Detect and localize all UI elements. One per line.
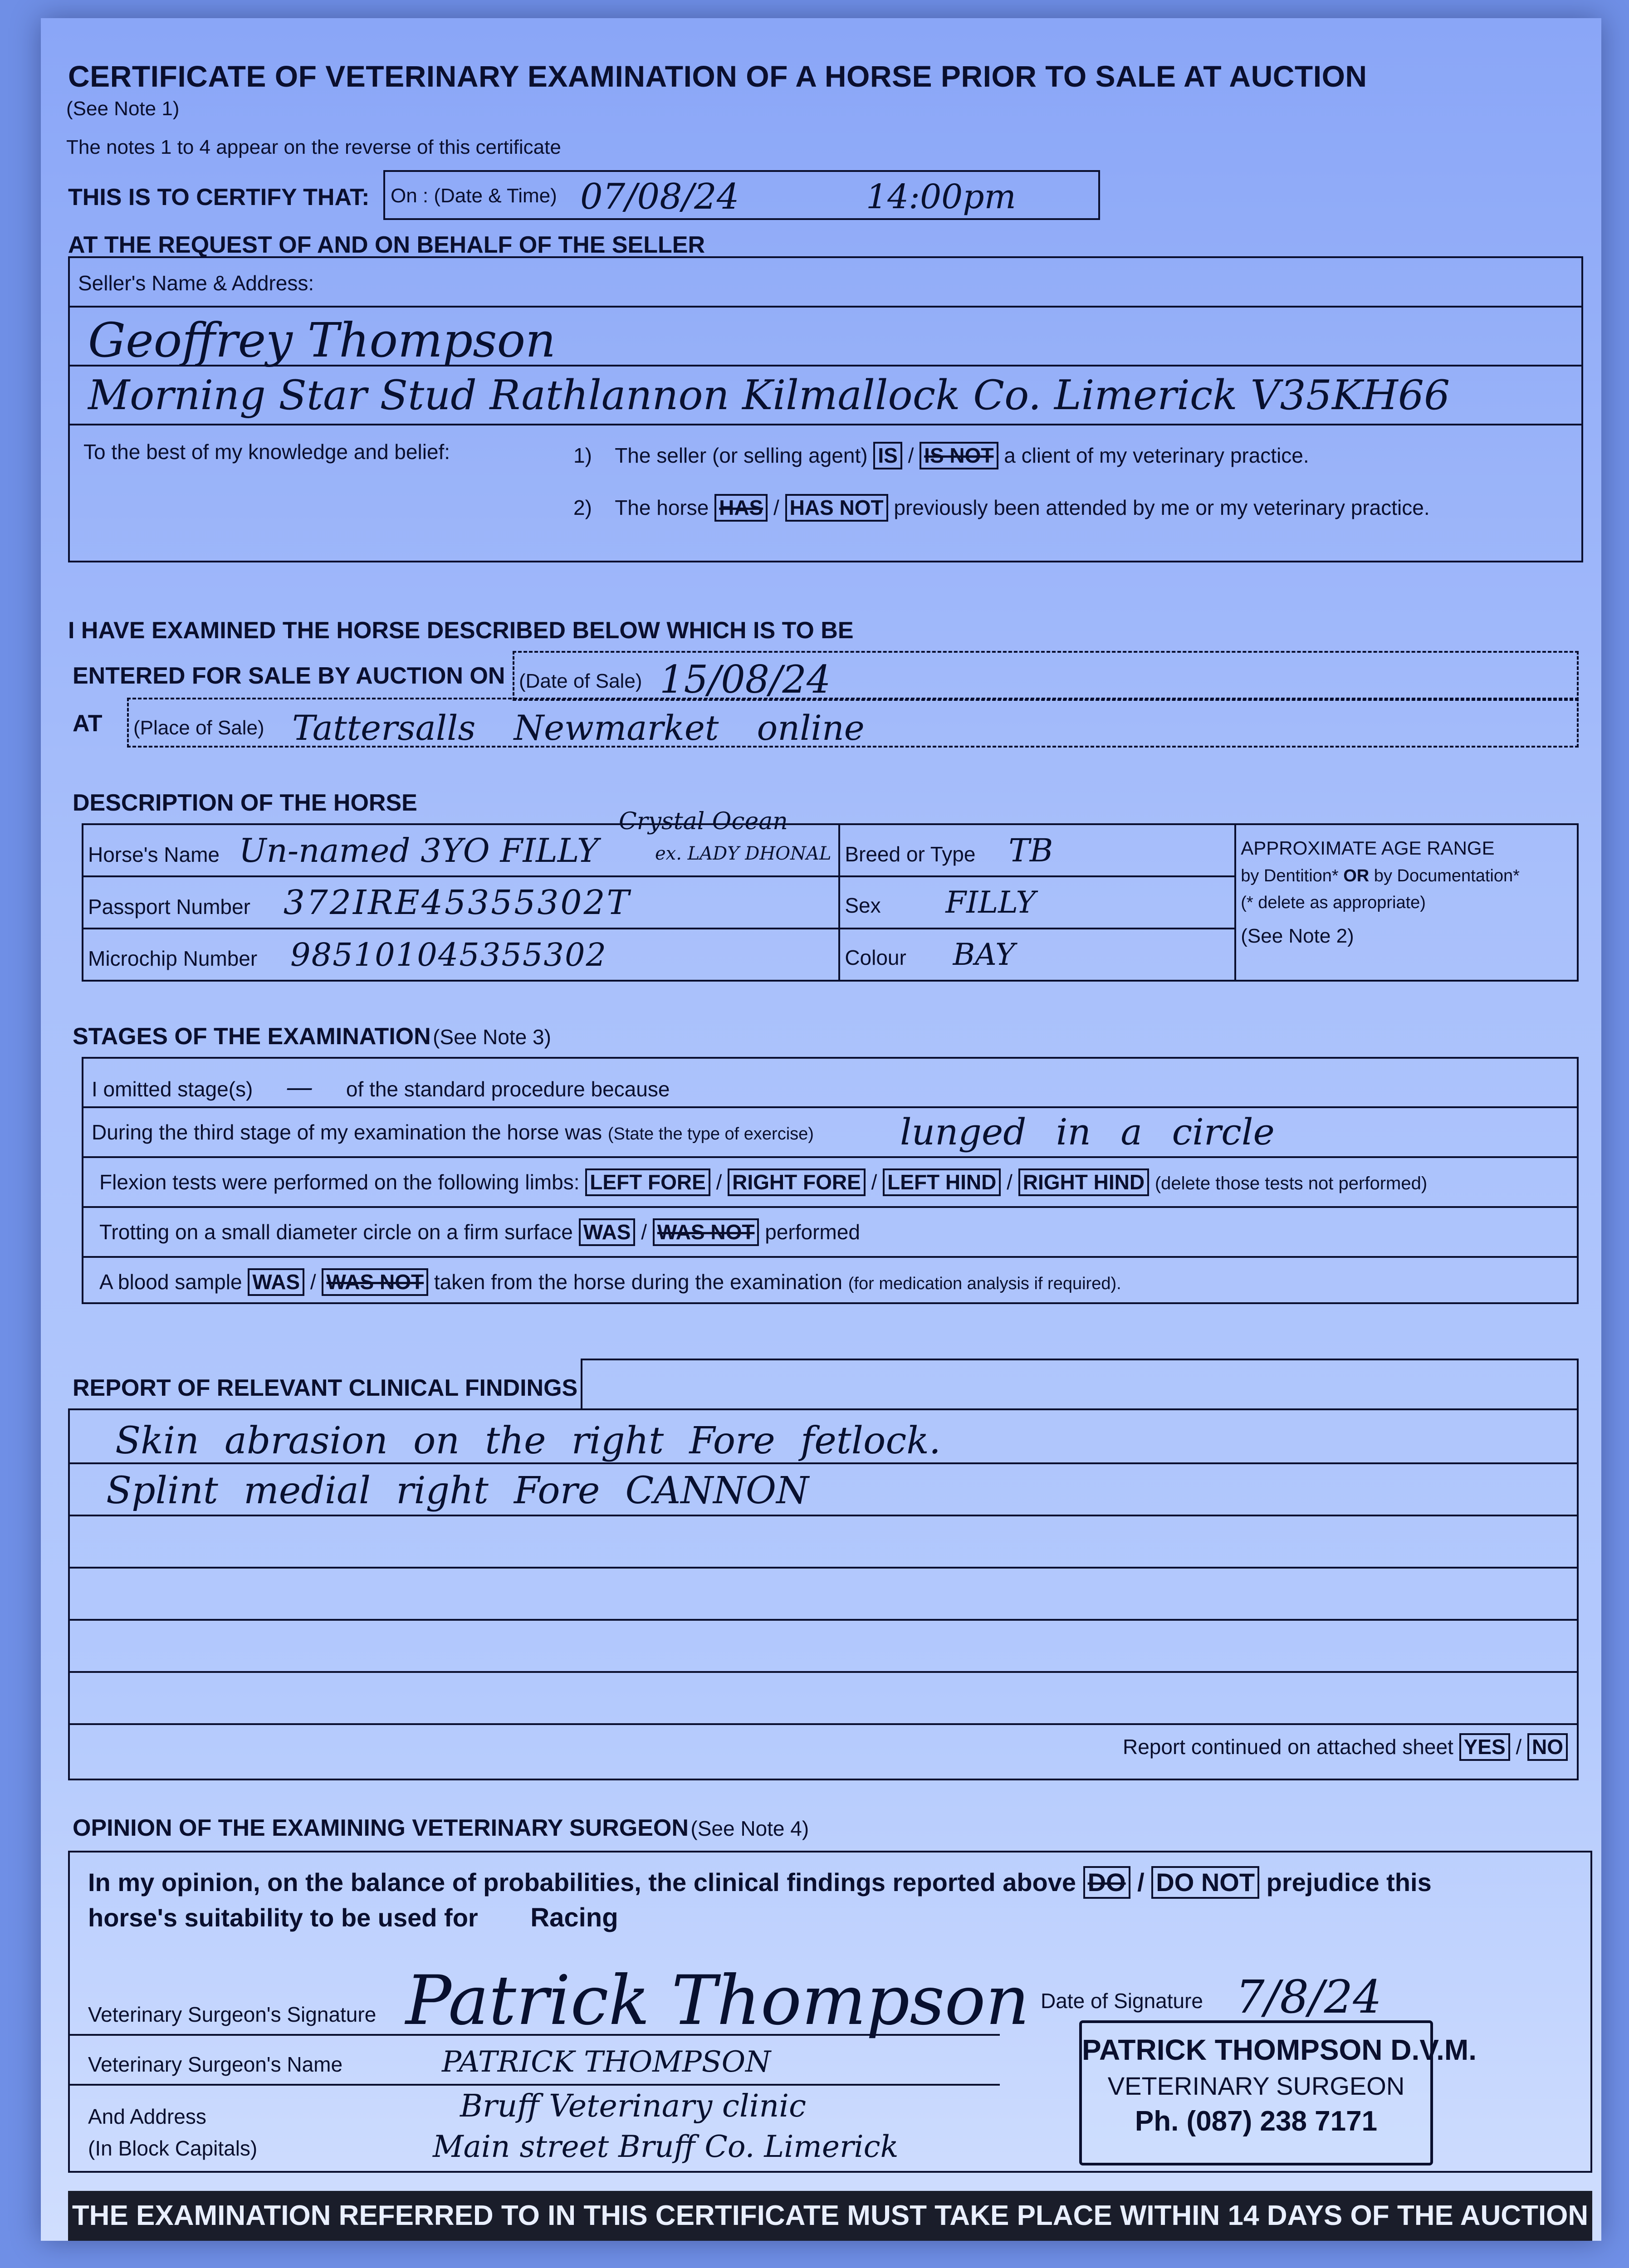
- statement-horse-attended: [573, 494, 1430, 522]
- seller-name: Geoffrey Thompson: [88, 313, 556, 368]
- trot-post: performed: [765, 1220, 860, 1244]
- blood-pre: A blood sample: [99, 1270, 242, 1294]
- passport-value: 372IRE45355302T: [283, 883, 631, 922]
- opinion-header-note: (See Note 4): [690, 1817, 809, 1840]
- vet-signature: Patrick Thompson: [406, 1961, 1030, 2040]
- stamp-line-2: VETERINARY SURGEON: [1107, 2072, 1405, 2100]
- s1-post: a client of my veterinary practice.: [1004, 444, 1309, 467]
- opinion-line-2: [88, 1902, 618, 1933]
- stamp-line-3: Ph. (087) 238 7171: [1135, 2106, 1378, 2137]
- horse-has-not-option[interactable]: HAS NOT: [785, 494, 888, 522]
- flexion-row: [99, 1168, 1427, 1196]
- stages-header-note: (See Note 3): [433, 1025, 551, 1049]
- vet-address-1: Bruff Veterinary clinic: [460, 2088, 807, 2124]
- horse-dam: ex. LADY DHONAL: [655, 843, 832, 864]
- opinion-text-pre: In my opinion, on the balance of probabilities, the clinical findings reported above: [88, 1868, 1076, 1897]
- statement-seller-client: [573, 442, 1309, 469]
- age-title: APPROXIMATE AGE RANGE: [1241, 837, 1495, 859]
- report-box: [68, 1408, 1579, 1780]
- report-header-box: [581, 1359, 1579, 1408]
- on-label: On : (Date & Time): [391, 185, 557, 207]
- seller-is-option[interactable]: IS: [873, 442, 902, 469]
- right-fore-option[interactable]: RIGHT FORE: [728, 1168, 866, 1196]
- age-or: OR: [1343, 866, 1370, 886]
- passport-cell: [83, 876, 839, 929]
- exam-time: 14:00pm: [866, 177, 1016, 216]
- third-stage-value: lunged in a circle: [900, 1111, 1275, 1153]
- trot-was-not-option[interactable]: WAS NOT: [653, 1218, 759, 1246]
- blood-post: taken from the horse during the examination: [434, 1270, 842, 1294]
- opinion-text-post: prejudice this: [1266, 1868, 1432, 1897]
- horse-sire: Crystal Ocean: [619, 808, 788, 835]
- breed-value: TB: [1008, 831, 1053, 869]
- s1-sep: /: [908, 444, 914, 467]
- colour-value: BAY: [953, 937, 1015, 972]
- blood-was-not-option[interactable]: WAS NOT: [322, 1268, 428, 1296]
- exam-date: 07/08/24: [580, 176, 739, 217]
- passport-label: Passport Number: [88, 894, 250, 919]
- blood-row: [99, 1268, 1121, 1296]
- trotting-row: [99, 1218, 860, 1246]
- opinion-box: [68, 1851, 1592, 2173]
- flex-pre: Flexion tests were performed on the following limbs:: [99, 1170, 580, 1194]
- opinion-line-1: [88, 1866, 1432, 1899]
- address-label-2: (In Block Capitals): [88, 2136, 258, 2160]
- left-fore-option[interactable]: LEFT FORE: [585, 1168, 710, 1196]
- report-line-1: Skin abrasion on the right Fore fetlock.: [115, 1419, 941, 1462]
- s1-num: 1): [573, 444, 592, 467]
- sex-cell: [839, 876, 1235, 929]
- vet-name-label: Veterinary Surgeon's Name: [88, 2053, 343, 2076]
- age-method: [1241, 863, 1572, 890]
- omitted-pre: I omitted stage(s): [92, 1077, 253, 1101]
- horse-name: Un-named 3YO FILLY: [239, 831, 599, 870]
- address-label-1: And Address: [88, 2105, 206, 2128]
- opinion-suitability: horse's suitability to be used for: [88, 1903, 478, 1932]
- at-label: AT: [73, 710, 103, 737]
- trot-was-option[interactable]: WAS: [579, 1218, 636, 1246]
- breed-cell: [839, 824, 1235, 876]
- sale-date-box: [513, 651, 1579, 701]
- opinion-sep: /: [1137, 1868, 1145, 1897]
- age-by-documentation: by Documentation*: [1369, 866, 1520, 886]
- continued-sep: /: [1516, 1735, 1522, 1759]
- flex-sep-3: /: [1007, 1170, 1013, 1194]
- seller-address: Morning Star Stud Rathlannon Kilmallock Co. Limerick V35KH66: [88, 371, 1450, 419]
- omitted-row: [92, 1071, 670, 1103]
- knowledge-label: To the best of my knowledge and belief:: [83, 440, 450, 464]
- notes-line: The notes 1 to 4 appear on the reverse of this certificate: [66, 136, 561, 158]
- opinion-do-option[interactable]: DO: [1083, 1866, 1130, 1899]
- examined-line1: I HAVE EXAMINED THE HORSE DESCRIBED BELOW WHICH IS TO BE: [68, 617, 854, 644]
- sale-date-label: (Date of Sale): [519, 670, 642, 692]
- see-note-1: (See Note 1): [66, 98, 180, 120]
- examined-line2: ENTERED FOR SALE BY AUCTION ON: [73, 663, 505, 689]
- vet-address-2: Main street Bruff Co. Limerick: [433, 2129, 899, 2164]
- age-see-note: (See Note 2): [1241, 924, 1354, 947]
- third-stage-row: [92, 1120, 814, 1144]
- opinion-use: Racing: [530, 1903, 618, 1932]
- colour-cell: [839, 929, 1235, 981]
- stages-box: [82, 1057, 1579, 1304]
- blood-sep: /: [310, 1270, 316, 1294]
- date-of-signature-label: Date of Signature: [1041, 1989, 1203, 2013]
- report-line-2: Splint medial right Fore CANNON: [106, 1469, 809, 1512]
- right-hind-option[interactable]: RIGHT HIND: [1018, 1168, 1149, 1196]
- description-table: [82, 808, 1579, 982]
- seller-header: AT THE REQUEST OF AND ON BEHALF OF THE SELLER: [68, 232, 705, 258]
- date-time-box: [383, 170, 1100, 220]
- sale-place-box: [127, 698, 1579, 748]
- colour-label: Colour: [845, 946, 906, 969]
- stages-header: STAGES OF THE EXAMINATION: [73, 1023, 431, 1050]
- age-delete-note: (* delete as appropriate): [1241, 893, 1426, 912]
- blood-note: (for medication analysis if required).: [848, 1274, 1121, 1293]
- s2-post: previously been attended by me or my veterinary practice.: [894, 496, 1430, 519]
- certificate-title: CERTIFICATE OF VETERINARY EXAMINATION OF A HORSE PRIOR TO SALE AT AUCTION: [68, 59, 1367, 93]
- seller-is-not-option[interactable]: IS NOT: [920, 442, 998, 469]
- flex-sep-1: /: [716, 1170, 722, 1194]
- s2-num: 2): [573, 496, 592, 519]
- microchip-value: 985101045355302: [290, 936, 607, 973]
- continued-no-option[interactable]: NO: [1527, 1733, 1568, 1761]
- left-hind-option[interactable]: LEFT HIND: [883, 1168, 1001, 1196]
- microchip-label: Microchip Number: [88, 946, 258, 970]
- sale-place: Tattersalls Newmarket online: [292, 708, 865, 748]
- age-range-cell: [1235, 824, 1578, 981]
- flex-sep-2: /: [871, 1170, 877, 1194]
- sex-value: FILLY: [945, 885, 1036, 920]
- sale-place-label: (Place of Sale): [133, 717, 264, 739]
- horse-has-option[interactable]: HAS: [714, 494, 768, 522]
- s1-pre: The seller (or selling agent): [615, 444, 868, 467]
- certificate-sheet: [41, 18, 1601, 2241]
- signature-label: Veterinary Surgeon's Signature: [88, 2003, 377, 2026]
- vet-stamp: [1079, 2020, 1477, 2165]
- stages-header-wrap: [73, 1023, 551, 1050]
- description-header: DESCRIPTION OF THE HORSE: [73, 790, 417, 816]
- sale-date: 15/08/24: [660, 657, 831, 702]
- report-header: REPORT OF RELEVANT CLINICAL FINDINGS: [73, 1375, 578, 1401]
- opinion-header: OPINION OF THE EXAMINING VETERINARY SURGEON: [73, 1815, 689, 1841]
- report-continued-row: [1123, 1733, 1568, 1761]
- sex-label: Sex: [845, 894, 881, 917]
- third-note: (State the type of exercise): [607, 1124, 814, 1144]
- flex-post: (delete those tests not performed): [1154, 1173, 1428, 1193]
- opinion-header-wrap: [73, 1814, 809, 1842]
- footer-banner: THE EXAMINATION REFERRED TO IN THIS CERTIFICATE MUST TAKE PLACE WITHIN 14 DAYS OF THE AUCTION: [68, 2191, 1592, 2241]
- stamp-line-1: PATRICK THOMPSON D.V.M.: [1082, 2033, 1477, 2066]
- omitted-post: of the standard procedure because: [346, 1077, 670, 1101]
- age-by-dentition: by Dentition*: [1241, 866, 1344, 886]
- trot-sep: /: [641, 1220, 647, 1244]
- breed-label: Breed or Type: [845, 842, 976, 866]
- horse-name-label: Horse's Name: [88, 842, 220, 866]
- seller-name-label: Seller's Name & Address:: [78, 271, 314, 295]
- seller-box: [68, 256, 1583, 562]
- omitted-value: —: [286, 1071, 313, 1103]
- trot-pre: Trotting on a small diameter circle on a firm surface: [99, 1220, 573, 1244]
- s2-sep: /: [773, 496, 779, 519]
- opinion-do-not-option[interactable]: DO NOT: [1151, 1866, 1259, 1899]
- certify-label: THIS IS TO CERTIFY THAT:: [68, 184, 370, 210]
- third-pre: During the third stage of my examination the horse was: [92, 1120, 602, 1144]
- vet-name: PATRICK THOMPSON: [442, 2045, 771, 2079]
- continued-yes-option[interactable]: YES: [1459, 1733, 1510, 1761]
- date-of-signature: 7/8/24: [1236, 1970, 1382, 2024]
- horse-name-cell: [83, 808, 839, 876]
- blood-was-option[interactable]: WAS: [248, 1268, 304, 1296]
- microchip-cell: [83, 929, 839, 981]
- report-continued-label: Report continued on attached sheet: [1122, 1735, 1453, 1759]
- s2-pre: The horse: [615, 496, 709, 519]
